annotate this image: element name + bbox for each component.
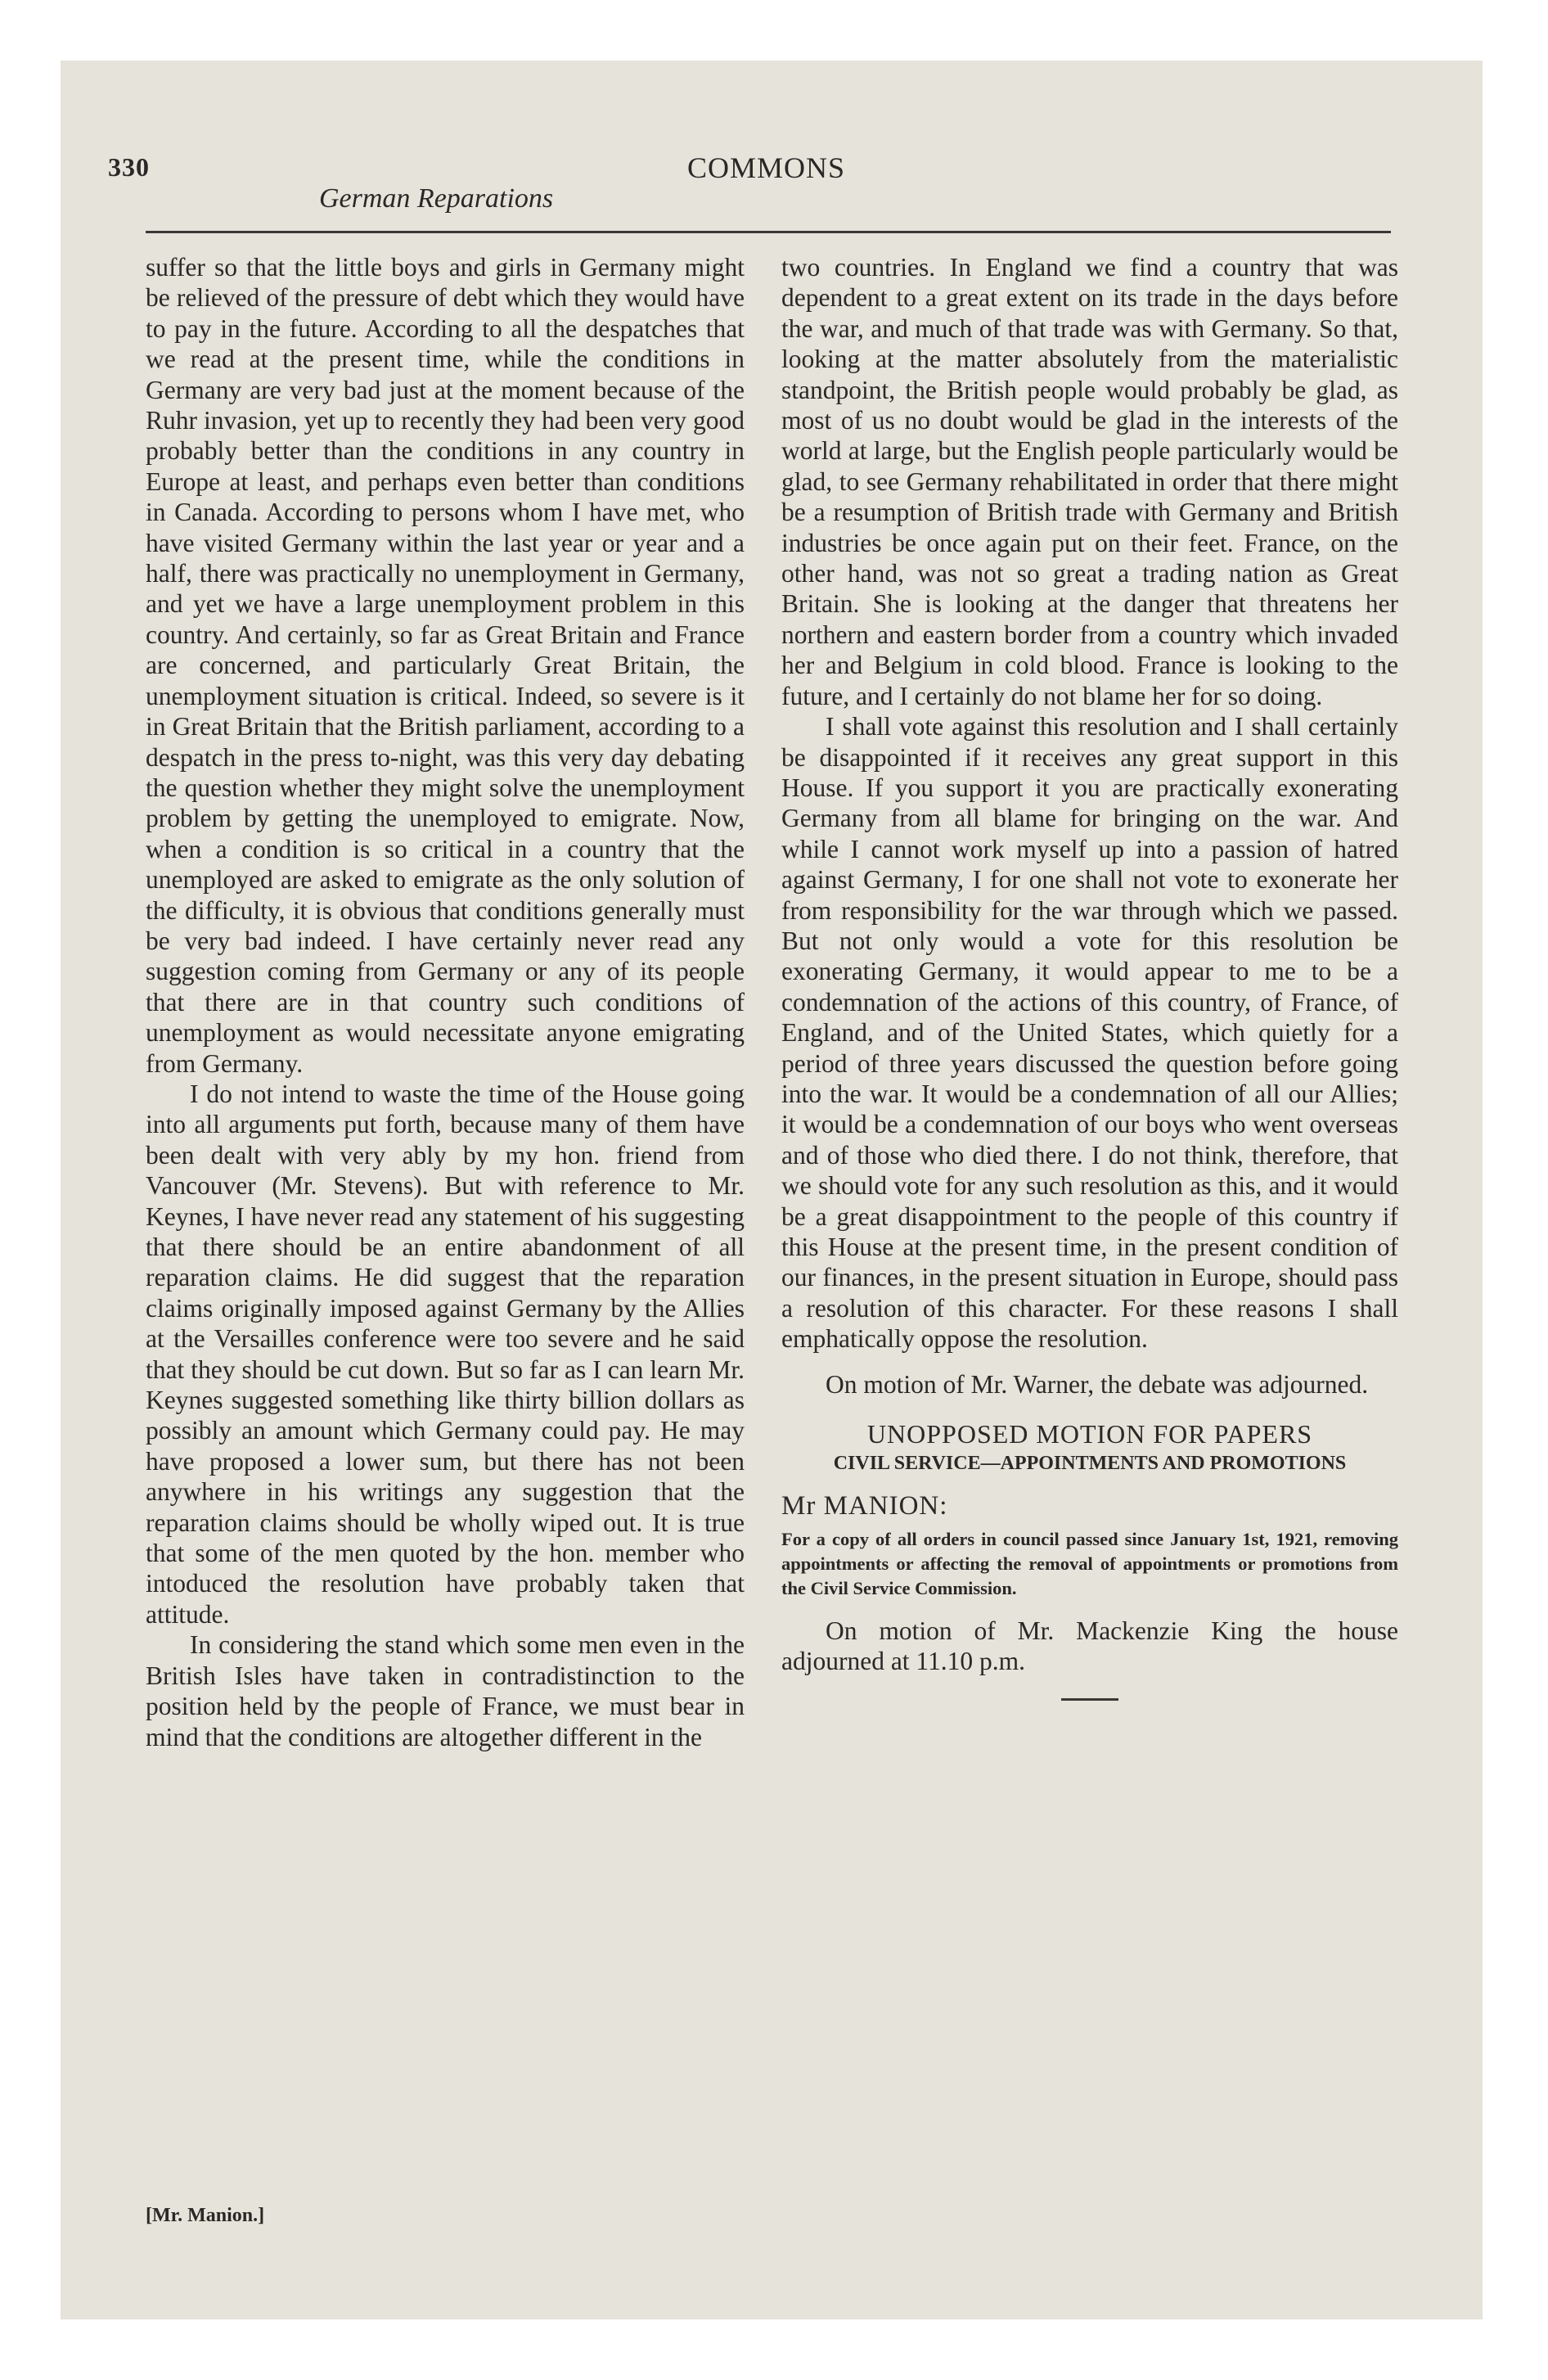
page-number: 330 (108, 152, 150, 182)
debate-adjourned-note: On motion of Mr. Warner, the debate was adjourned. (826, 1369, 1369, 1399)
paragraph: I do not intend to waste the time of the House going into all arguments put forth, because many of them have been dealt with very ably by my hon. friend from Vancouver (Mr. Stevens). But with reference to Mr. Keynes, I have never read any statement of his suggesting that there should be an entire abandonment of all reparation claims. He did suggest that the reparation claims originally imposed against Germany by the Allies at the Versailles conference were too severe and he said that they should be cut down. But so far as I can learn Mr. Keynes suggested something like thirty billion dollars as possibly an amount which Germany could pay. He may have proposed a lower sum, but there has not been anywhere in his writings any suggestion that the reparation claims should be wholly wiped out. It is true that some of the men quoted by the hon. member who intoduced the resolution have probably taken that attitude. (146, 1079, 745, 1629)
header-rule (146, 231, 1391, 233)
paragraph: two countries. In England we find a country that was dependent to a great extent on its trade in the days before the war, and much of that trade was with Germany. So that, looking at the matter absolutely from the materialistic standpoint, the British people would probably be glad, as most of us no doubt would be glad in the interests of the world at large, but the English people particularly would be glad, to see Germany rehabilitated in order that there might be a resumption of British trade with Germany and British industries be once again put on their feet. France, on the other hand, was not so great a trading nation as Great Britain. She is looking at the danger that threatens her northern and eastern border from a country which invaded her and Belgium in cold blood. France is looking to the future, and I certainly do not blame her for so doing. (781, 253, 1398, 710)
running-head: COMMONS (687, 151, 846, 184)
paragraph: I shall vote against this resolution and I shall certainly be disappointed if it receives any great support in this House. If you support it you are practically exonerating Germany from all blame for bringing on the war. And while I cannot work myself up into a passion of hatred against Germany, I for one shall not vote to exonerate her from responsibility for the war through which we passed. But not only would a vote for this resolution be exonerating Germany, it would appear to me to be a condemnation of the actions of this country, of France, of England, and of the United States, which quietly for a period of three years discussed the question before going into the war. It would be a condemnation of all our Allies; it would be a condemnation of our boys who went overseas and of those who died there. I do not think, therefore, that we should vote for any such resolution as this, and it would be a great disappointment to the people of this country if this House at the present time, in the present condition of our finances, in the present situation in Europe, should pass a resolution of this character. For these reasons I shall emphatically oppose the resolution. (781, 712, 1398, 1354)
motion-subheading: CIVIL SERVICE—APPOINTMENTS AND PROMOTIONS (833, 1453, 1347, 1475)
right-column (781, 252, 1398, 1701)
motion-text: For a copy of all orders in council passed since January 1st, 1921, removing appointments or affecting the removal of appointments or promotions from the Civil Service Commission. (781, 1529, 1398, 1599)
paragraph: suffer so that the little boys and girls in Germany might be relieved of the pressure of debt which they would have to pay in the future. According to all the despatches that we read at the present time, while the conditions in Germany are very bad just at the moment because of the Ruhr invasion, yet up to recently they had been very good probably better than the conditions in any country in Europe at least, and perhaps even better than conditions in Canada. According to persons whom I have met, who have visited Germany within the last year or year and a half, there was practically no unemployment in Germany, and yet we have a large unemployment problem in this country. And certainly, so far as Great Britain and France are concerned, and particularly Great Britain, the unemployment situation is critical. Indeed, so severe is it in Great Britain that the British parliament, according to a despatch in the press to-night, was this very day debating the question whether they might solve the unemployment problem by getting the unemployed to emigrate. Now, when a condition is so critical in a country that the unemployed are asked to emigrate as the only solution of the difficulty, it is obvious that conditions generally must be very bad indeed. I have certainly never read any suggestion coming from Germany or any of its people that there are in that country such conditions of unemployment as would necessitate anyone emigrating from Germany. (146, 253, 745, 1078)
section-title: German Reparations (319, 183, 554, 214)
speaker-label: Mr MANION: (781, 1491, 948, 1521)
house-adjourned-note: On motion of Mr. Mackenzie King the house adjourned at 11.10 p.m. (781, 1616, 1398, 1676)
end-rule (1061, 1698, 1118, 1701)
speaker-attribution: [Mr. Manion.] (146, 2205, 265, 2226)
paragraph: In considering the stand which some men even in the British Isles have taken in contradistinction to the position held by the people of France, we must bear in mind that the conditions are altogether different in the (146, 1630, 745, 1751)
left-column (146, 252, 745, 1752)
motion-heading: UNOPPOSED MOTION FOR PAPERS (866, 1419, 1313, 1449)
